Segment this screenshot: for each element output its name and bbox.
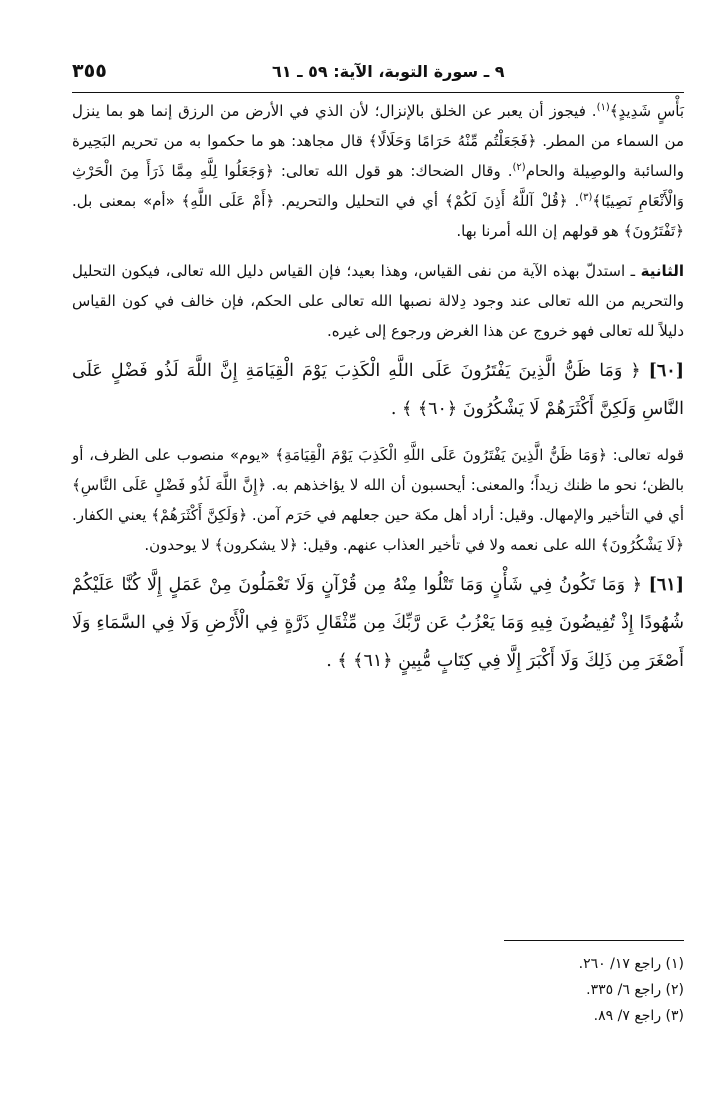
body-text	[72, 96, 684, 692]
quran-quote: ﴿تَفْتَرُونَ﴾	[623, 222, 684, 240]
verse-text: ﴿ وَمَا ظَنُّ الَّذِينَ يَفْتَرُونَ عَلَى اللَّهِ الْكَذِبَ يَوْمَ الْقِيَامَةِ إِنَّ اللَّهَ لَذُو فَضْلٍ عَلَى النَّاسِ وَلَكِنَّ أَكْثَرَهُمْ لَا يَشْكُرُونَ ﴿٦٠﴾ ﴾ .	[72, 361, 684, 419]
footnote-ref: (١)	[596, 102, 610, 113]
quran-quote: ﴿وَمَا ظَنُّ الَّذِينَ يَفْتَرُونَ عَلَى اللَّهِ الْكَذِبَ يَوْمَ الْقِيَامَةِ﴾	[275, 446, 607, 464]
footnote-ref: (٣)	[579, 192, 593, 203]
quran-quote: ﴿لا يشكرون﴾	[214, 536, 298, 554]
quran-quote: ﴿فَجَعَلْتُم مِّنْهُ حَرَامًا وَحَلَالًا﴾	[368, 132, 537, 150]
text-run: . فيجوز أن يعبر عن الخلق بالإنزال؛ لأن الذي في الأرض من الرزق إنما هو بما ينزل من السماء من المطر.	[72, 102, 685, 150]
quran-quote: ﴿إِنَّ اللَّهَ لَذُو فَضْلٍ عَلَى النَّاسِ﴾	[72, 476, 267, 494]
text-run: «أم» بمعنى بل.	[72, 192, 182, 210]
text-run: يعني الكفار.	[72, 506, 152, 524]
running-title: ٩ ـ سورة التوبة، الآية: ٥٩ ـ ٦١	[272, 62, 505, 81]
footnote-divider	[504, 940, 684, 941]
footnote-2: (٢) راجع ٦/ ٣٣٥.	[586, 982, 684, 998]
quran-quote: ﴿قُلْ آللَّهُ أَذِنَ لَكُمْ﴾	[444, 192, 568, 210]
text-run: أي في التحليل والتحريم.	[274, 192, 445, 210]
footnote-1: (١) راجع ١٧/ ٢٦٠.	[578, 956, 684, 972]
text-run: قال مجاهد: هو ما حكموا به من تحريم البَحِيرة والسائبة والوصِيلة والحام	[72, 132, 684, 180]
quran-quote: بَأْسٍ شَدِيدٍ﴾	[609, 102, 684, 120]
text-run: هو قولهم إن الله أمرنا بها.	[456, 222, 624, 240]
paragraph-second-issue	[72, 256, 684, 346]
page-number: ٣٥٥	[72, 60, 107, 82]
book-page	[72, 58, 684, 1078]
page-header	[72, 58, 684, 93]
quran-quote: ﴿وَلَكِنَّ أَكْثَرَهُمْ﴾	[151, 506, 248, 524]
verse-60	[72, 352, 684, 428]
verse-61	[72, 566, 684, 680]
issue-label: الثانية	[640, 262, 684, 280]
quran-quote: ﴿لَا يَشْكُرُونَ﴾	[600, 536, 684, 554]
paragraph-commentary-59	[72, 96, 684, 246]
quran-quote: ﴿وَجَعَلُوا لِلَّهِ مِمَّا ذَرَأَ مِنَ الْحَرْثِ وَالْأَنْعَامِ نَصِيبًا﴾	[72, 162, 684, 210]
footnote-ref: (٢)	[512, 162, 526, 173]
paragraph-commentary-60	[72, 440, 684, 560]
footnotes	[72, 940, 684, 1029]
text-run: «يوم» منصوب على الظرف، أو بالظن؛ نحو ما ظنك زيداً؛ والمعنى: أيحسبون أن الله لا يؤاخذهم به.	[72, 446, 684, 494]
text-run: أي في التأخير والإمهال. وقيل: أراد أهل مكة حين جعلهم في حَرَم آمن.	[247, 506, 685, 524]
verse-number: [٦٠]	[648, 361, 684, 381]
quran-quote: ﴿أَمْ عَلَى اللَّهِ﴾	[181, 192, 275, 210]
text-run: قوله تعالى:	[606, 446, 684, 464]
text-run: ـ استدلّ بهذه الآية من نفى القياس، وهذا بعيد؛ فإن القياس دليل الله تعالى، فيكون التحليل والتحريم من الله تعالى عند وجود دِلالة نصبها الله تعالى على الحكم، فإن خالف في كون القياس دليلاً لله تعالى فهو خروج عن هذا الغرض ورجوع إلى غيره.	[72, 262, 684, 340]
verse-text: ﴿ وَمَا تَكُونُ فِي شَأْنٍ وَمَا تَتْلُوا مِنْهُ مِن قُرْآنٍ وَلَا تَعْمَلُونَ مِنْ عَمَلٍ إِلَّا كُنَّا عَلَيْكُمْ شُهُودًا إِذْ تُفِيضُونَ فِيهِ وَمَا يَعْزُبُ عَن رَّبِّكَ مِن مِّثْقَالِ ذَرَّةٍ فِي الْأَرْضِ وَلَا فِي السَّمَاءِ وَلَا أَصْغَرَ مِن ذَلِكَ وَلَا أَكْبَرَ إِلَّا فِي كِتَابٍ مُّبِينٍ ﴿٦١﴾ ﴾ .	[72, 575, 684, 671]
text-run: .	[567, 192, 580, 210]
text-run: . وقال الضحاك: هو قول الله تعالى:	[273, 162, 513, 180]
text-run: لا يوحدون.	[144, 536, 215, 554]
verse-number: [٦١]	[648, 575, 684, 595]
footnote-3: (٣) راجع ٧/ ٨٩.	[593, 1008, 684, 1024]
text-run: الله على نعمه ولا في تأخير العذاب عنهم. وقيل:	[297, 536, 601, 554]
